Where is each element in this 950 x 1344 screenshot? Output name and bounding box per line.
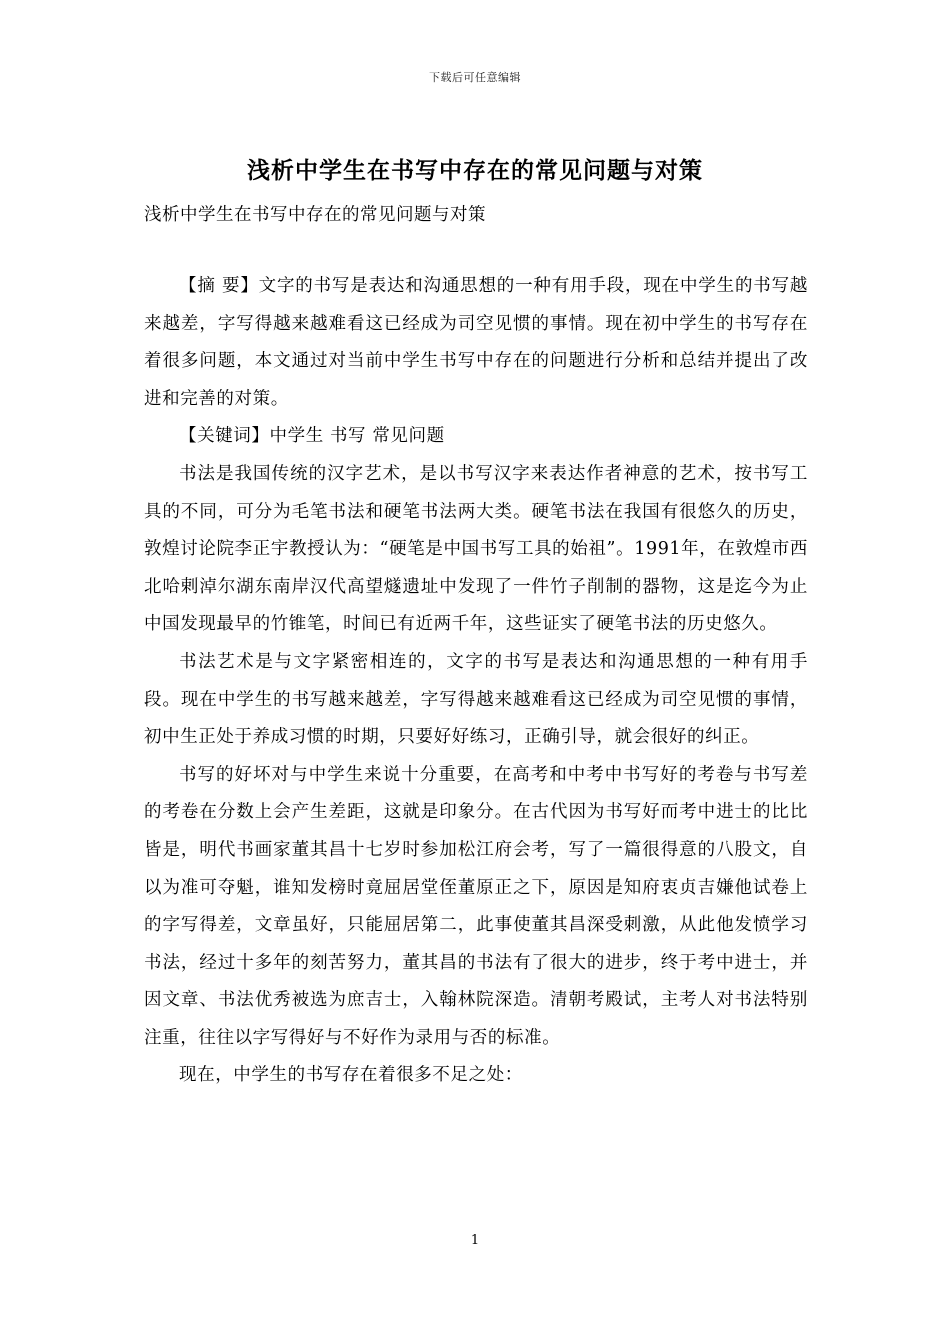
abstract-paragraph: 【摘 要】文字的书写是表达和沟通思想的一种有用手段，现在中学生的书写越来越差，字写得越来越难看这已经成为司空见惯的事情。现在初中学生的书写存在着很多问题，本文通过对当前中学生书写中存在的问题进行分析和总结并提出了改进和完善的对策。 — [144, 276, 808, 409]
body-paragraph: 现在，中学生的书写存在着很多不足之处： — [179, 1065, 523, 1086]
keywords-paragraph: 【关键词】中学生 书写 常见问题 — [179, 426, 445, 447]
document-subtitle: 浅析中学生在书写中存在的常见问题与对策 — [144, 205, 486, 225]
body-paragraph: 书写的好坏对与中学生来说十分重要，在高考和中考中书写好的考卷与书写差的考卷在分数上会产生差距，这就是印象分。在古代因为书写好而考中进士的比比皆是，明代书画家董其昌十七岁时参加松江府会考，写了一篇很得意的八股文，自以为准可夺魁，谁知发榜时竟屈居堂侄董原正之下，原因是知府衷贞吉嫌他试卷上的字写得差，文章虽好，只能屈居第二，此事使董其昌深受刺激，从此他发愤学习书法，经过十多年的刻苦努力，董其昌的书法有了很大的进步，终于考中进士，并因文章、书法优秀被选为庶吉士，入翰林院深造。清朝考殿试，主考人对书法特别注重，往往以字写得好与不好作为录用与否的标准。 — [144, 764, 808, 1048]
page-number: 1 — [470, 1233, 480, 1248]
header-note: 下载后可任意编辑 — [429, 71, 521, 84]
document-body — [144, 268, 808, 1095]
document-title: 浅析中学生在书写中存在的常见问题与对策 — [247, 157, 703, 184]
body-paragraph: 书法是我国传统的汉字艺术，是以书写汉字来表达作者神意的艺术，按书写工具的不同，可分为毛笔书法和硬笔书法两大类。硬笔书法在我国有很悠久的历史，敦煌讨论院李正宇教授认为：“硬笔是中国书写工具的始祖”。1991年，在敦煌市西北哈剌淖尔湖东南岸汉代高望燧遗址中发现了一件竹子削制的器物，这是迄今为止中国发现最早的竹锥笔，时间已有近两千年，这些证实了硬笔书法的历史悠久。 — [144, 463, 808, 635]
body-paragraph: 书法艺术是与文字紧密相连的，文字的书写是表达和沟通思想的一种有用手段。现在中学生的书写越来越差，字写得越来越难看这已经成为司空见惯的事情，初中生正处于养成习惯的时期，只要好好练习，正确引导，就会很好的纠正。 — [144, 651, 808, 748]
